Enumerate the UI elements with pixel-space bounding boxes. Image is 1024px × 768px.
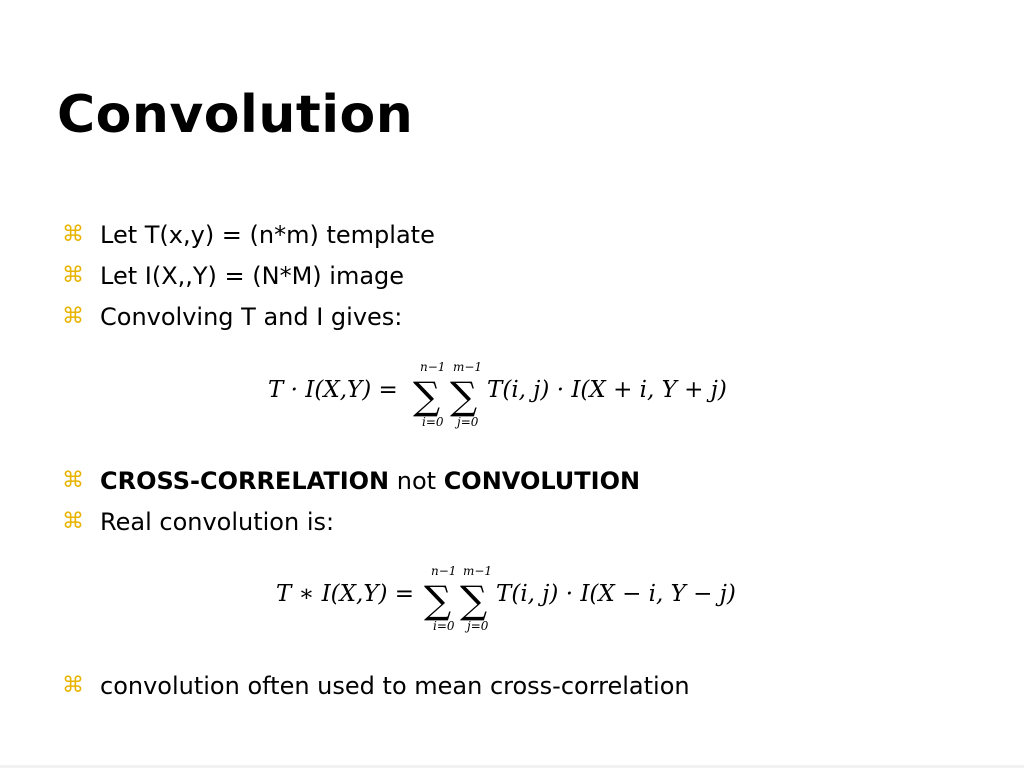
connector-text: not — [389, 467, 444, 495]
cross-correlation-equation — [268, 360, 727, 429]
bullet-text — [100, 464, 640, 498]
sum2-upper: m−1 — [453, 360, 483, 374]
sigma-symbol: ∑ — [413, 374, 441, 418]
sigma-symbol: ∑ — [424, 578, 452, 622]
bullet-text: Convolving T and I gives: — [100, 303, 403, 331]
equation-lhs: T ∗ I(X,Y) = — [276, 581, 415, 607]
command-key-icon: ⌘ — [62, 263, 84, 288]
sum1-upper: n−1 — [420, 360, 446, 374]
command-key-icon: ⌘ — [62, 304, 84, 329]
bullet-text: Let T(x,y) = (n*m) template — [100, 221, 435, 249]
sigma-symbol: ∑ — [450, 374, 478, 418]
bold-term: CONVOLUTION — [443, 467, 641, 495]
equation-rhs: T(i, j) · I(X − i, Y − j) — [496, 581, 736, 607]
bullet-text: Real convolution is: — [100, 508, 335, 536]
command-key-icon: ⌘ — [62, 673, 84, 698]
command-key-icon: ⌘ — [62, 468, 84, 493]
sum1-lower: i=0 — [422, 415, 444, 429]
equation-rhs: T(i, j) · I(X + i, Y + j) — [487, 377, 727, 403]
command-key-icon: ⌘ — [62, 222, 84, 247]
slide-title: Convolution — [57, 85, 414, 145]
sum2-lower: j=0 — [467, 619, 489, 633]
bullet-text: Let I(X,,Y) = (N*M) image — [100, 262, 405, 290]
sum1-upper: n−1 — [431, 564, 457, 578]
command-key-icon: ⌘ — [62, 509, 84, 534]
bold-term: CROSS-CORRELATION — [100, 467, 390, 495]
sum2-upper: m−1 — [463, 564, 493, 578]
bullet-text: convolution often used to mean cross-correlation — [100, 672, 690, 700]
sum1-lower: i=0 — [433, 619, 455, 633]
convolution-equation — [276, 564, 736, 633]
sigma-symbol: ∑ — [460, 578, 488, 622]
equation-lhs: T · I(X,Y) = — [268, 377, 398, 403]
sum2-lower: j=0 — [457, 415, 479, 429]
